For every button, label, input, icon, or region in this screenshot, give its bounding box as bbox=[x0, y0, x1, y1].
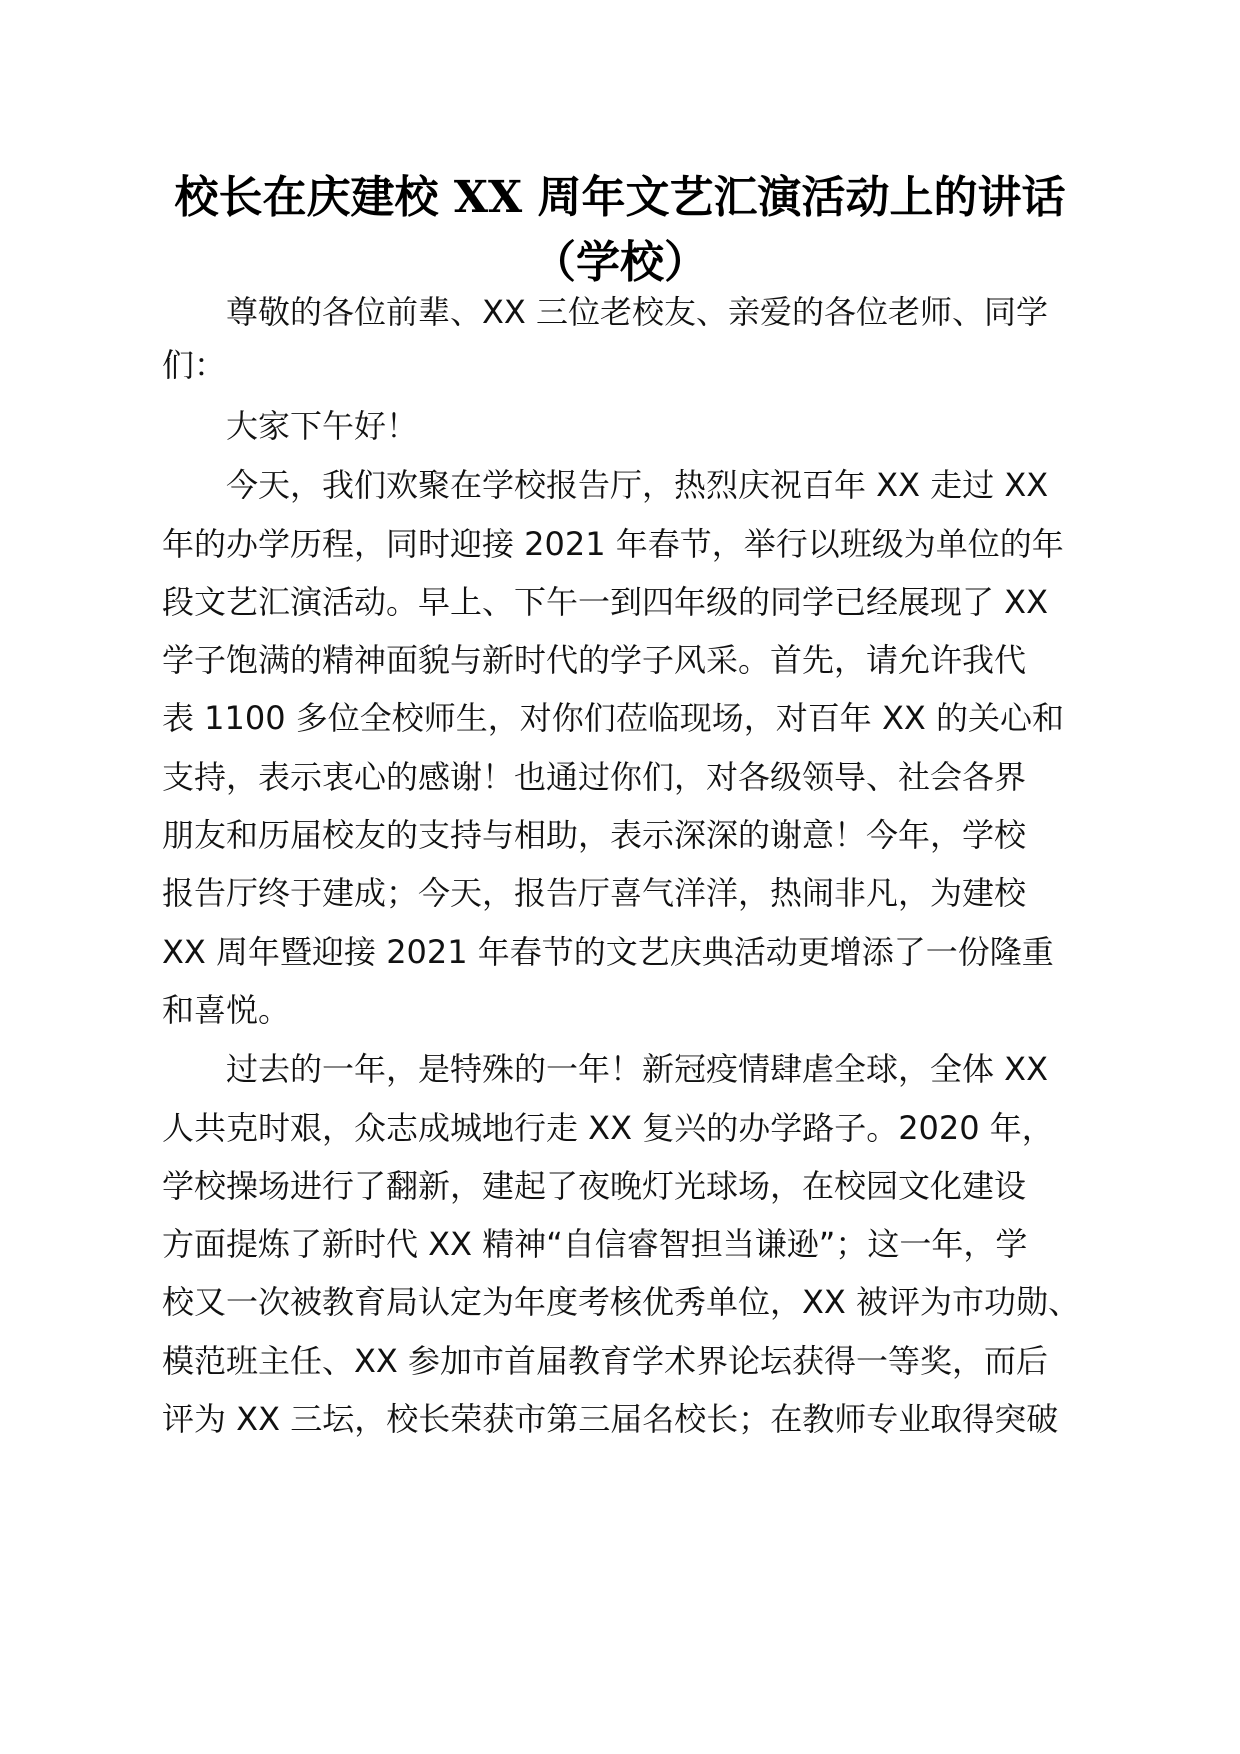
text-line: 人共克时艰，众志成城地行走 XX 复兴的办学路子。2020 年， bbox=[162, 1109, 1054, 1147]
text-line: 学子饱满的精神面貌与新时代的学子风采。首先，请允许我代 bbox=[162, 641, 1027, 679]
text-line: 过去的一年，是特殊的一年！新冠疫情肆虐全球，全体 XX bbox=[226, 1050, 1049, 1088]
text-line: 今天，我们欢聚在学校报告厅，热烈庆祝百年 XX 走过 XX bbox=[226, 466, 1049, 504]
text-line: 段文艺汇演活动。早上、下午一到四年级的同学已经展现了 XX bbox=[162, 583, 1049, 621]
document-title: 校长在庆建校 XX 周年文艺汇演活动上的讲话 bbox=[174, 172, 1066, 223]
text-line: 年的办学历程，同时迎接 2021 年春节，举行以班级为单位的年 bbox=[162, 525, 1064, 563]
text-line: 评为 XX 三坛，校长荣获市第三届名校长；在教师专业取得突破 bbox=[162, 1400, 1059, 1438]
text-line: 支持，表示衷心的感谢！也通过你们，对各级领导、社会各界 bbox=[162, 758, 1027, 796]
text-line: 大家下午好！ bbox=[226, 407, 419, 445]
text-line: 校又一次被教育局认定为年度考核优秀单位，XX 被评为市功勋、 bbox=[162, 1283, 1081, 1321]
text-line: 报告厅终于建成；今天，报告厅喜气洋洋，热闹非凡，为建校 bbox=[162, 874, 1027, 912]
text-line: XX 周年暨迎接 2021 年春节的文艺庆典活动更增添了一份隆重 bbox=[162, 933, 1054, 971]
text-line: 方面提炼了新时代 XX 精神“自信睿智担当谦逊”；这一年，学 bbox=[162, 1225, 1028, 1263]
text-line: 们： bbox=[162, 346, 227, 384]
text-line: 模范班主任、XX 参加市首届教育学术界论坛获得一等奖，而后 bbox=[162, 1342, 1049, 1380]
text-line: 尊敬的各位前辈、XX 三位老校友、亲爱的各位老师、同学 bbox=[226, 293, 1049, 331]
document-subtitle: （学校） bbox=[532, 237, 708, 288]
text-line: 学校操场进行了翻新，建起了夜晚灯光球场，在校园文化建设 bbox=[162, 1167, 1027, 1205]
text-line: 和喜悦。 bbox=[162, 991, 291, 1029]
text-line: 朋友和历届校友的支持与相助，表示深深的谢意！今年，学校 bbox=[162, 816, 1027, 854]
text-line: 表 1100 多位全校师生，对你们莅临现场，对百年 XX 的关心和 bbox=[162, 699, 1064, 737]
